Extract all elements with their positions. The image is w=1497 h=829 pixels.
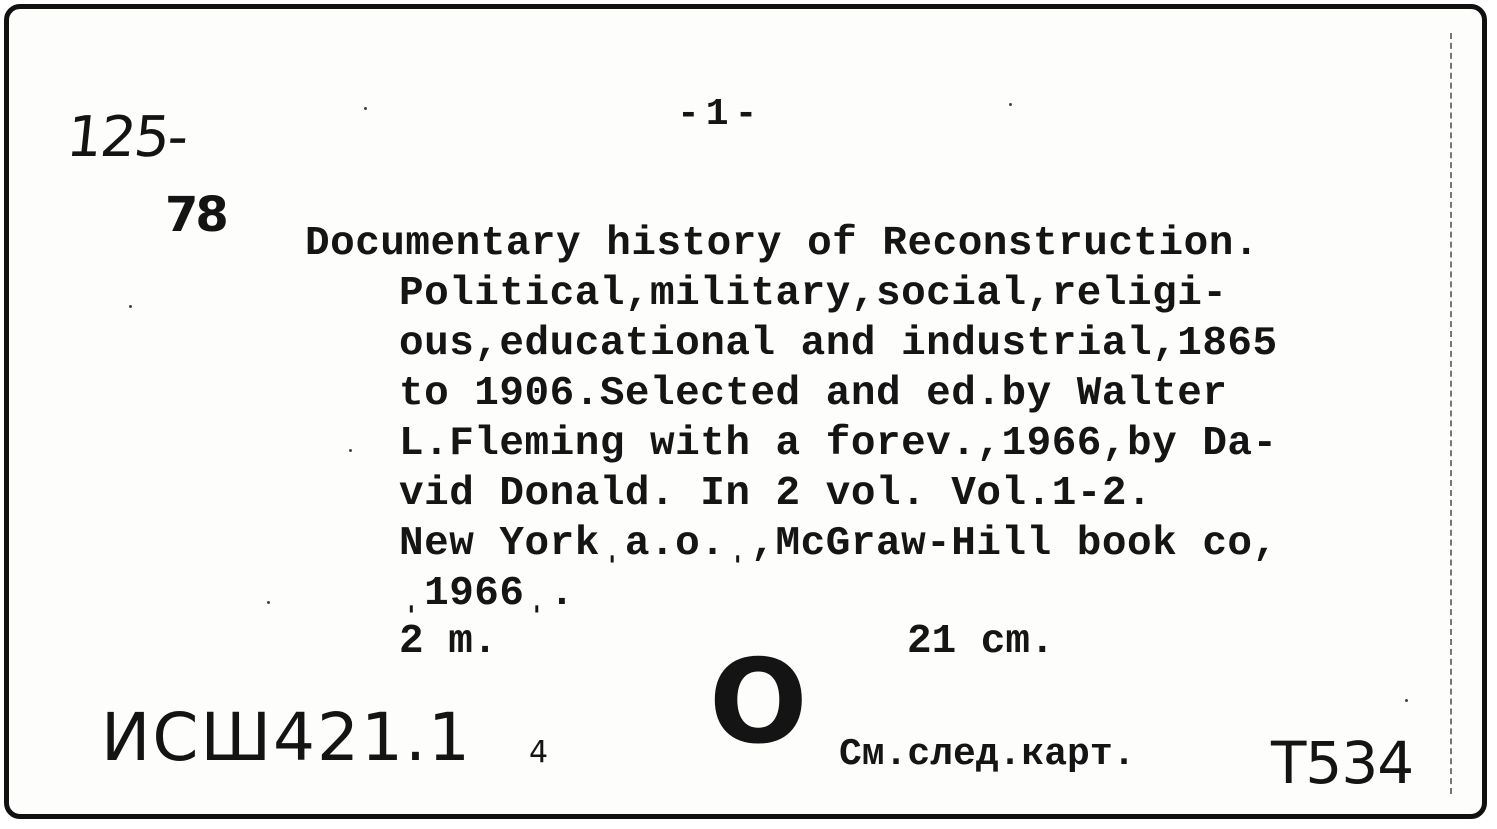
call-number-bottom: 78: [165, 187, 226, 243]
speck: [349, 449, 352, 452]
description-line: vid Donald. In 2 vol. Vol.1-2.: [399, 471, 1153, 517]
card-edge-line: [1450, 33, 1452, 794]
bibliographic-description: [305, 219, 1278, 619]
circle-mark: O: [709, 635, 808, 770]
speck: [267, 601, 270, 604]
speck: [1405, 699, 1408, 702]
description-line: to 1906.Selected and ed.by Walter: [399, 371, 1228, 417]
speck: [129, 305, 132, 308]
description-line: ˌ1966ˌ.: [399, 571, 575, 617]
page-marker: -1-: [677, 93, 764, 136]
shelf-mark: ИСШ421.1: [101, 699, 472, 776]
description-line: New Yorkˌа.о.ˌ,McGraw-Hill book co,: [399, 521, 1278, 567]
description-line: ous,educational and industrial,1865: [399, 321, 1278, 367]
catalog-card: [4, 4, 1487, 819]
card-size: 21 cm.: [907, 619, 1055, 665]
description-line: Documentary history of Reconstruction.: [305, 221, 1259, 267]
description-line: L.Fleming with a forev.,1966,by Da-: [399, 421, 1278, 467]
card-code: Т534: [1271, 729, 1414, 797]
see-next-card: См.след.карт.: [839, 733, 1136, 776]
speck: [1009, 103, 1012, 106]
description-line: Political,military,social,religi-: [399, 271, 1228, 317]
call-number-top: 125-: [63, 105, 190, 170]
speck: [364, 107, 367, 110]
shelf-mark-suffix: 4: [529, 735, 549, 770]
volume-count: 2 m.: [399, 619, 498, 665]
